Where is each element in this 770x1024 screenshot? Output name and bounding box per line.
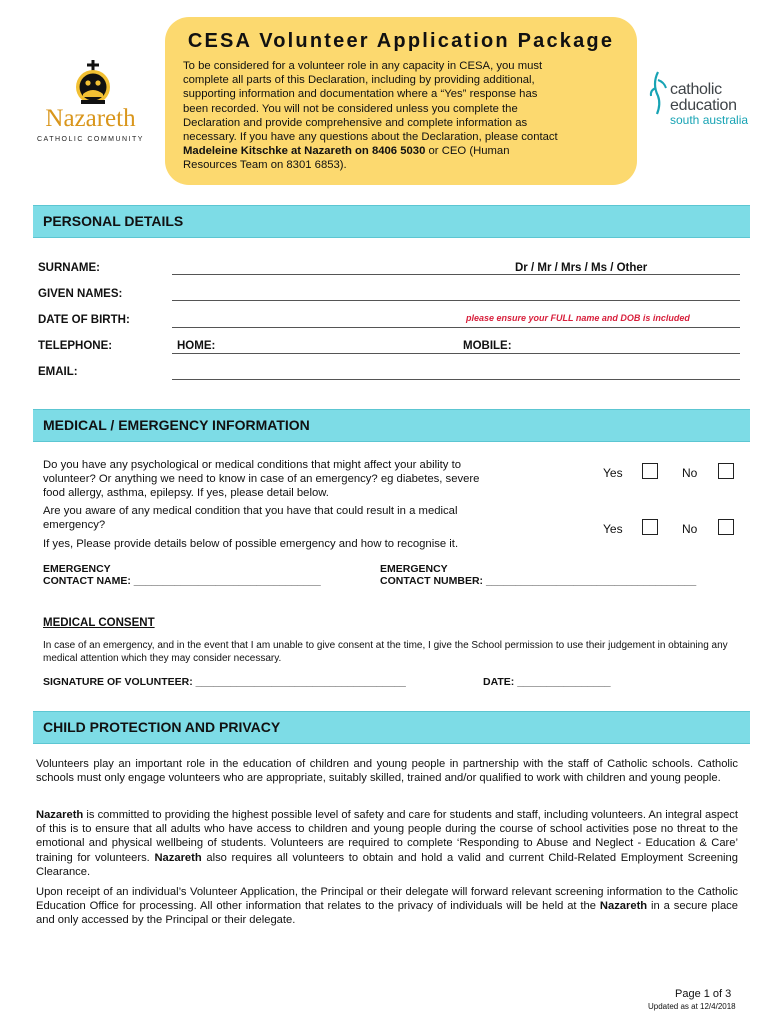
question-line: Do you have any psychological or medical conditions that might affect your ability to <box>43 459 462 471</box>
intro-line: To be considered for a volunteer role in any capacity in CESA, you must <box>183 60 543 72</box>
intro-banner <box>165 17 637 185</box>
para2-text-a: is committed to providing the highest possible level of safety and care for students and staff, including volunteers. An integral aspect of this is to ensure that all adults who have access to children and young people during the course of school activities pose no threat to the emotional and physical wellbeing of students. Volunteers are required to complete ‘Responding to Abuse and Neglect - Education & Care’ training for volunteers. <box>36 809 738 864</box>
personal-details-heading: PERSONAL DETAILS <box>33 205 750 238</box>
title-options[interactable]: Dr / Mr / Mrs / Ms / Other <box>515 262 648 274</box>
contact-name-label: CONTACT NAME: ________________________________ <box>43 575 321 587</box>
surname-field[interactable] <box>172 274 740 275</box>
cesa-logo <box>648 68 758 132</box>
medical-consent-title: MEDICAL CONSENT <box>43 617 155 629</box>
email-label: EMAIL: <box>38 366 78 378</box>
mobile-label: MOBILE: <box>463 340 512 352</box>
nazareth-logo <box>28 60 153 150</box>
school-name: Nazareth <box>599 900 648 913</box>
child-protection-para-1: Volunteers play an important role in the education of children and young people in partnership with the staff of Catholic schools. Catholic schools must only engage volunteers who are appropriate, suitably skilled, trained and/or qualified to work with children and young people. <box>36 758 738 785</box>
q2-yes-checkbox[interactable] <box>642 519 658 535</box>
nazareth-crest-icon <box>73 60 113 106</box>
school-name: Nazareth <box>36 809 84 821</box>
cesa-line2: education <box>670 97 737 114</box>
given-names-field[interactable] <box>172 300 740 301</box>
medical-question-3: If yes, Please provide details below of possible emergency and how to recognise it. <box>43 538 459 550</box>
yes-label: Yes <box>603 522 623 536</box>
contact-name: Madeleine Kitschke at Nazareth on 8406 5030 <box>183 145 426 158</box>
q2-no-checkbox[interactable] <box>718 519 734 535</box>
para3-text-b: in a secure place and only accessed by the Principal or their delegate. <box>36 900 738 927</box>
intro-line: complete all parts of this Declaration, including by providing additional, <box>183 74 535 87</box>
question-line: volunteer? Or anything we need to know in case of an emergency? eg diabetes, severe <box>43 473 480 485</box>
intro-text <box>183 59 619 173</box>
name-dob-note: please ensure your FULL name and DOB is included <box>466 313 690 323</box>
question-line: emergency? <box>43 519 106 531</box>
yes-label: Yes <box>603 466 623 480</box>
para2-text-b: also requires all volunteers to obtain and hold a valid and current Child-Related Employment Screening Clearance. <box>36 851 738 878</box>
email-field[interactable] <box>172 379 740 380</box>
signature-field[interactable]: SIGNATURE OF VOLUNTEER: ____________________________________ <box>43 676 406 688</box>
no-label: No <box>682 522 698 536</box>
q1-yes-checkbox[interactable] <box>642 463 658 479</box>
nazareth-wordmark: Nazareth <box>45 105 136 132</box>
surname-label: SURNAME: <box>38 262 100 274</box>
child-protection-heading: CHILD PROTECTION AND PRIVACY <box>33 711 750 744</box>
emergency-word: EMERGENCY <box>43 563 111 575</box>
nazareth-subtitle: CATHOLIC COMMUNITY <box>37 136 144 143</box>
contact-number-label: CONTACT NUMBER: ____________________________________ <box>380 575 697 587</box>
intro-line: Declaration and provide comprehensive and complete information as <box>183 116 528 129</box>
contact-rest: or CEO (Human <box>425 145 510 158</box>
intro-line: Resources Team on 8301 6853). <box>183 159 347 172</box>
page-number: Page 1 of 3 <box>675 988 732 1000</box>
dob-label: DATE OF BIRTH: <box>38 314 130 326</box>
telephone-label: TELEPHONE: <box>38 340 113 352</box>
telephone-field[interactable] <box>172 353 740 354</box>
no-label: No <box>682 466 698 480</box>
question-line: food allergy, asthma, epilepsy. If yes, please detail below. <box>43 487 329 499</box>
cesa-mark-icon <box>648 68 672 116</box>
child-protection-para-3 <box>36 885 738 928</box>
intro-contact-line <box>183 144 619 158</box>
para3-text-a: Upon receipt of an individual’s Volunteer Application, the Principal or their delegate will forward relevant screening information to the Catholic Education Office for processing. All other information that relates to the privacy of individuals will be held at the <box>36 886 738 913</box>
medical-question-2 <box>43 504 457 532</box>
medical-consent-text: In case of an emergency, and in the event that I am unable to give consent at the time, I give the School permission to use their judgement in obtaining any medical attention which they may consider necessary. <box>43 640 728 664</box>
dob-field[interactable] <box>172 327 740 328</box>
child-protection-para-2 <box>36 808 738 879</box>
question-line: Are you aware of any medical condition that you have that could result in a medical <box>43 505 458 517</box>
cesa-line3: south australia <box>670 113 749 127</box>
intro-line: necessary. If you have any questions about the Declaration, please contact <box>183 131 558 144</box>
emergency-contact-name[interactable] <box>43 563 321 587</box>
emergency-contact-number[interactable] <box>380 563 696 587</box>
medical-heading: MEDICAL / EMERGENCY INFORMATION <box>33 409 750 442</box>
q1-no-checkbox[interactable] <box>718 463 734 479</box>
emergency-word: EMERGENCY <box>380 563 448 575</box>
intro-line: been recorded. You will not be considered unless you complete the <box>183 102 518 115</box>
home-label: HOME: <box>177 340 216 352</box>
cesa-line1: catholic <box>670 81 722 98</box>
consent-date-field[interactable]: DATE: ________________ <box>483 676 611 688</box>
given-names-label: GIVEN NAMES: <box>38 288 123 300</box>
intro-line: supporting information and documentation where a “Yes” response has <box>183 88 538 101</box>
school-name: Nazareth <box>154 851 202 864</box>
medical-question-1 <box>43 458 479 500</box>
page-title: CESA Volunteer Application Package <box>187 30 615 52</box>
updated-date: Updated as at 12/4/2018 <box>648 1002 736 1011</box>
